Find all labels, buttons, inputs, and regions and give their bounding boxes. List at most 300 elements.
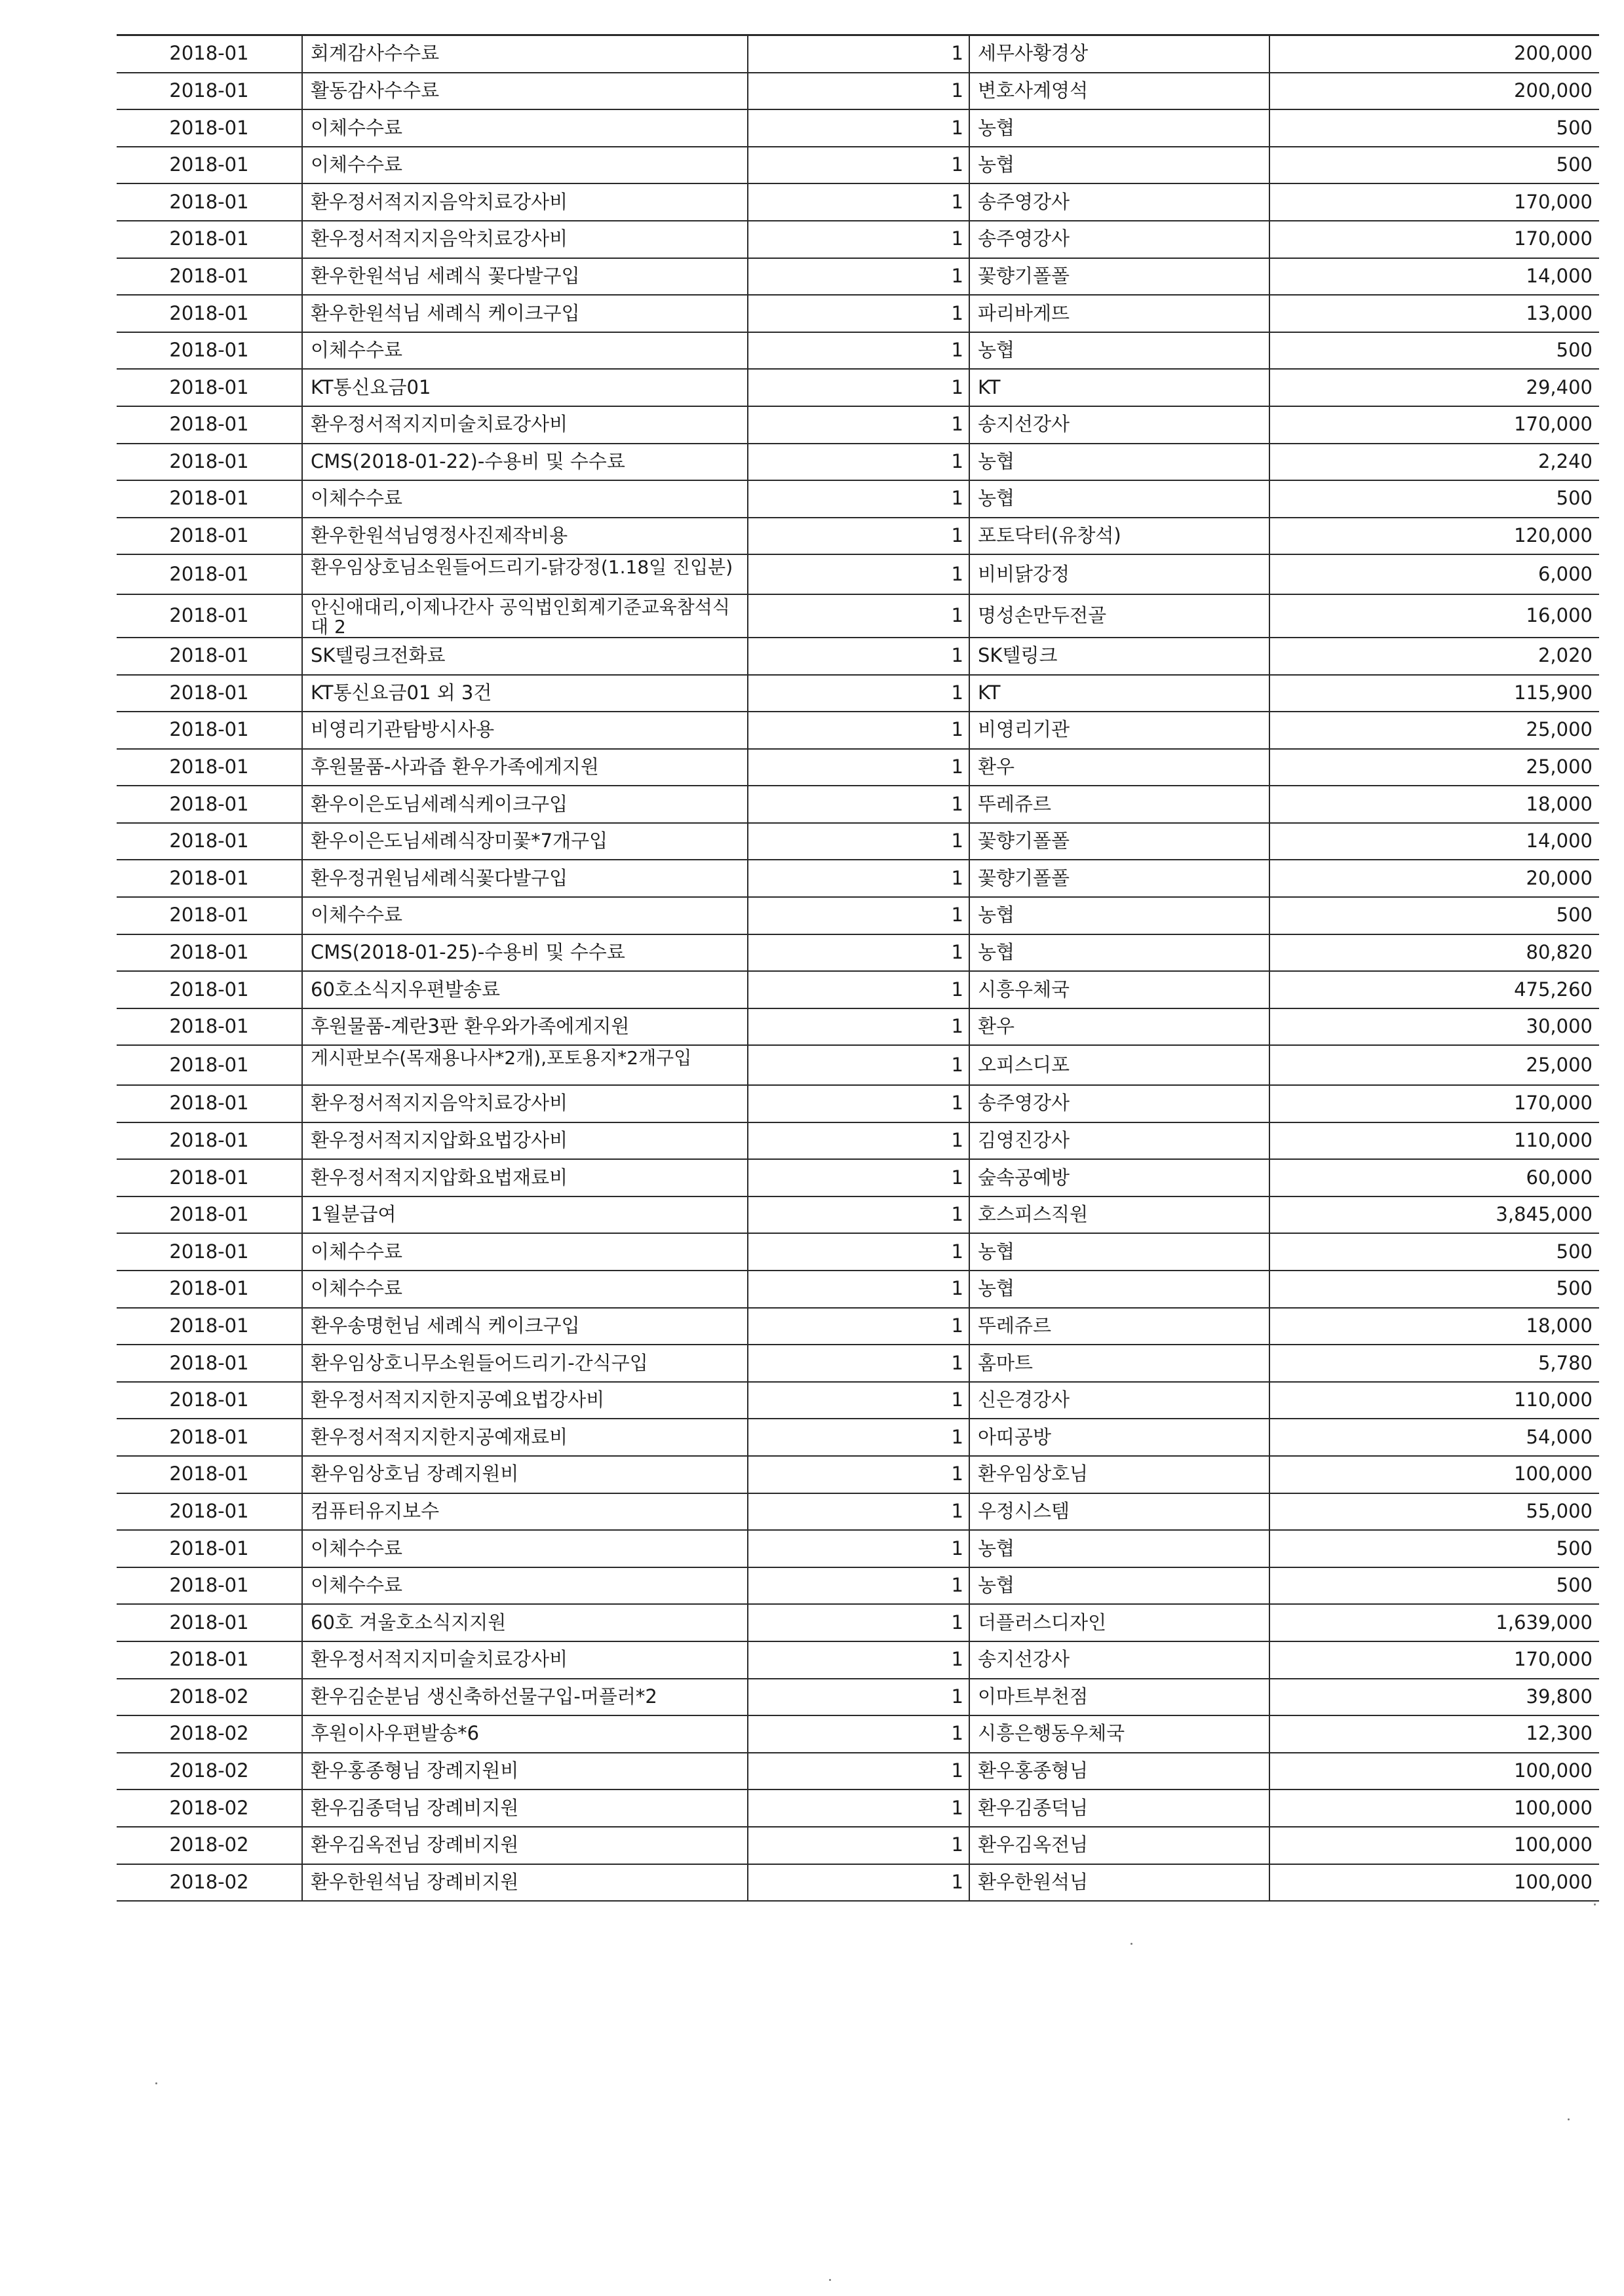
quantity-cell: 1 — [748, 594, 969, 638]
table-row — [117, 1122, 1599, 1160]
quantity-cell: 1 — [748, 1493, 969, 1531]
description-cell: 환우김순분님 생신축하선물구입-머플러*2 — [302, 1679, 748, 1716]
amount-cell: 100,000 — [1269, 1456, 1599, 1493]
quantity-cell: 1 — [748, 221, 969, 258]
amount-cell: 475,260 — [1269, 971, 1599, 1008]
table-row — [117, 1827, 1599, 1864]
description-cell: 환우정서적지지음악치료강사비 — [302, 183, 748, 221]
table-row — [117, 518, 1599, 555]
vendor-cell: 환우김종덕님 — [969, 1789, 1269, 1827]
date-cell: 2018-01 — [117, 1085, 302, 1122]
quantity-cell: 1 — [748, 1864, 969, 1902]
vendor-cell: 환우한원석님 — [969, 1864, 1269, 1902]
quantity-cell: 1 — [748, 406, 969, 444]
table-row — [117, 73, 1599, 110]
amount-cell: 18,000 — [1269, 786, 1599, 823]
date-cell: 2018-01 — [117, 1641, 302, 1679]
quantity-cell: 1 — [748, 1530, 969, 1567]
date-cell: 2018-02 — [117, 1864, 302, 1902]
amount-cell: 100,000 — [1269, 1789, 1599, 1827]
quantity-cell: 1 — [748, 444, 969, 481]
vendor-cell: 환우임상호님 — [969, 1456, 1269, 1493]
description-cell: 60호 겨울호소식지지원 — [302, 1604, 748, 1641]
description-cell: 이체수수료 — [302, 1271, 748, 1308]
description-cell: 환우정서적지지미술치료강사비 — [302, 406, 748, 444]
amount-cell: 500 — [1269, 147, 1599, 184]
description-cell: 60호소식지우편발송료 — [302, 971, 748, 1008]
table-row — [117, 1530, 1599, 1567]
description-cell: 환우정서적지지압화요법재료비 — [302, 1159, 748, 1196]
date-cell: 2018-01 — [117, 369, 302, 406]
vendor-cell: SK텔링크 — [969, 638, 1269, 675]
amount-cell: 500 — [1269, 480, 1599, 518]
table-row — [117, 369, 1599, 406]
description-cell: 이체수수료 — [302, 332, 748, 370]
table-row — [117, 1045, 1599, 1085]
date-cell: 2018-01 — [117, 480, 302, 518]
table-row — [117, 1159, 1599, 1196]
vendor-cell: 송지선강사 — [969, 406, 1269, 444]
vendor-cell: 농협 — [969, 444, 1269, 481]
vendor-cell: 포토닥터(유창석) — [969, 518, 1269, 555]
date-cell: 2018-01 — [117, 1196, 302, 1234]
amount-cell: 60,000 — [1269, 1159, 1599, 1196]
description-cell: 이체수수료 — [302, 897, 748, 934]
table-row — [117, 480, 1599, 518]
description-cell: CMS(2018-01-22)-수용비 및 수수료 — [302, 444, 748, 481]
date-cell: 2018-01 — [117, 109, 302, 147]
table-row — [117, 1233, 1599, 1271]
vendor-cell: 홈마트 — [969, 1345, 1269, 1382]
date-cell: 2018-02 — [117, 1789, 302, 1827]
table-row — [117, 444, 1599, 481]
amount-cell: 110,000 — [1269, 1382, 1599, 1419]
description-cell: 환우임상호님소원들어드리기-닭강정(1.18일 진입분) — [302, 554, 748, 594]
date-cell: 2018-02 — [117, 1715, 302, 1753]
quantity-cell: 1 — [748, 675, 969, 712]
quantity-cell: 1 — [748, 1233, 969, 1271]
amount-cell: 30,000 — [1269, 1008, 1599, 1046]
quantity-cell: 1 — [748, 1679, 969, 1716]
table-row — [117, 1493, 1599, 1531]
scan-speck — [1594, 1904, 1596, 1905]
date-cell: 2018-01 — [117, 786, 302, 823]
date-cell: 2018-01 — [117, 934, 302, 972]
amount-cell: 20,000 — [1269, 860, 1599, 897]
quantity-cell: 1 — [748, 1308, 969, 1345]
date-cell: 2018-02 — [117, 1753, 302, 1790]
description-cell: 후원물품-사과즙 환우가족에게지원 — [302, 749, 748, 786]
table-row — [117, 1271, 1599, 1308]
table-row — [117, 860, 1599, 897]
date-cell: 2018-01 — [117, 1567, 302, 1605]
vendor-cell: 변호사계영석 — [969, 73, 1269, 110]
table-row — [117, 1641, 1599, 1679]
amount-cell: 25,000 — [1269, 749, 1599, 786]
table-row — [117, 712, 1599, 749]
quantity-cell: 1 — [748, 35, 969, 73]
quantity-cell: 1 — [748, 480, 969, 518]
description-cell: 환우정서적지지압화요법강사비 — [302, 1122, 748, 1160]
vendor-cell: 세무사황경상 — [969, 35, 1269, 73]
scan-speck — [1131, 1943, 1132, 1945]
table-row — [117, 1604, 1599, 1641]
quantity-cell: 1 — [748, 1753, 969, 1790]
quantity-cell: 1 — [748, 786, 969, 823]
vendor-cell: 뚜레쥬르 — [969, 786, 1269, 823]
vendor-cell: KT — [969, 675, 1269, 712]
amount-cell: 14,000 — [1269, 823, 1599, 860]
amount-cell: 100,000 — [1269, 1753, 1599, 1790]
quantity-cell: 1 — [748, 1604, 969, 1641]
date-cell: 2018-02 — [117, 1679, 302, 1716]
table-row — [117, 1345, 1599, 1382]
amount-cell: 500 — [1269, 1233, 1599, 1271]
date-cell: 2018-01 — [117, 860, 302, 897]
amount-cell: 500 — [1269, 332, 1599, 370]
description-cell: 환우이은도님세례식케이크구입 — [302, 786, 748, 823]
date-cell: 2018-01 — [117, 1045, 302, 1085]
description-cell: 이체수수료 — [302, 1233, 748, 1271]
table-row — [117, 1419, 1599, 1456]
table-row — [117, 109, 1599, 147]
table-row — [117, 406, 1599, 444]
amount-cell: 110,000 — [1269, 1122, 1599, 1160]
table-row — [117, 897, 1599, 934]
amount-cell: 500 — [1269, 1530, 1599, 1567]
quantity-cell: 1 — [748, 332, 969, 370]
amount-cell: 115,900 — [1269, 675, 1599, 712]
quantity-cell: 1 — [748, 1641, 969, 1679]
table-row — [117, 1715, 1599, 1753]
date-cell: 2018-01 — [117, 35, 302, 73]
date-cell: 2018-01 — [117, 183, 302, 221]
amount-cell: 14,000 — [1269, 258, 1599, 296]
vendor-cell: 뚜레쥬르 — [969, 1308, 1269, 1345]
vendor-cell: 농협 — [969, 1271, 1269, 1308]
quantity-cell: 1 — [748, 971, 969, 1008]
table-row — [117, 1008, 1599, 1046]
amount-cell: 170,000 — [1269, 221, 1599, 258]
date-cell: 2018-01 — [117, 1308, 302, 1345]
vendor-cell: 농협 — [969, 332, 1269, 370]
quantity-cell: 1 — [748, 712, 969, 749]
description-cell: 환우김종덕님 장례비지원 — [302, 1789, 748, 1827]
quantity-cell: 1 — [748, 934, 969, 972]
table-row — [117, 183, 1599, 221]
vendor-cell: 꽃향기폴폴 — [969, 860, 1269, 897]
date-cell: 2018-01 — [117, 1493, 302, 1531]
amount-cell: 120,000 — [1269, 518, 1599, 555]
table-row — [117, 749, 1599, 786]
date-cell: 2018-01 — [117, 1456, 302, 1493]
date-cell: 2018-01 — [117, 1271, 302, 1308]
description-cell: 환우김옥전님 장례비지원 — [302, 1827, 748, 1864]
date-cell: 2018-02 — [117, 1827, 302, 1864]
amount-cell: 39,800 — [1269, 1679, 1599, 1716]
date-cell: 2018-01 — [117, 1604, 302, 1641]
vendor-cell: 비비닭강정 — [969, 554, 1269, 594]
table-row — [117, 675, 1599, 712]
date-cell: 2018-01 — [117, 332, 302, 370]
description-cell: 회계감사수수료 — [302, 35, 748, 73]
date-cell: 2018-01 — [117, 444, 302, 481]
description-cell: 이체수수료 — [302, 1567, 748, 1605]
date-cell: 2018-01 — [117, 594, 302, 638]
description-cell: 환우한원석님 세례식 꽃다발구입 — [302, 258, 748, 296]
amount-cell: 1,639,000 — [1269, 1604, 1599, 1641]
table-row — [117, 1085, 1599, 1122]
description-cell: 환우정서적지지미술치료강사비 — [302, 1641, 748, 1679]
amount-cell: 200,000 — [1269, 73, 1599, 110]
amount-cell: 80,820 — [1269, 934, 1599, 972]
amount-cell: 200,000 — [1269, 35, 1599, 73]
amount-cell: 16,000 — [1269, 594, 1599, 638]
vendor-cell: 송주영강사 — [969, 221, 1269, 258]
description-cell: 환우송명헌님 세례식 케이크구입 — [302, 1308, 748, 1345]
date-cell: 2018-01 — [117, 1233, 302, 1271]
date-cell: 2018-01 — [117, 73, 302, 110]
quantity-cell: 1 — [748, 147, 969, 184]
quantity-cell: 1 — [748, 1567, 969, 1605]
date-cell: 2018-01 — [117, 221, 302, 258]
vendor-cell: 비영리기관 — [969, 712, 1269, 749]
description-cell: 1월분급여 — [302, 1196, 748, 1234]
amount-cell: 6,000 — [1269, 554, 1599, 594]
quantity-cell: 1 — [748, 1159, 969, 1196]
date-cell: 2018-01 — [117, 638, 302, 675]
amount-cell: 500 — [1269, 109, 1599, 147]
date-cell: 2018-01 — [117, 1345, 302, 1382]
description-cell: 환우한원석님영정사진제작비용 — [302, 518, 748, 555]
quantity-cell: 1 — [748, 1789, 969, 1827]
vendor-cell: 송지선강사 — [969, 1641, 1269, 1679]
table-row — [117, 1679, 1599, 1716]
quantity-cell: 1 — [748, 1715, 969, 1753]
amount-cell: 2,020 — [1269, 638, 1599, 675]
amount-cell: 170,000 — [1269, 1085, 1599, 1122]
quantity-cell: 1 — [748, 897, 969, 934]
date-cell: 2018-01 — [117, 1382, 302, 1419]
description-cell: 환우임상호니무소원들어드리기-간식구입 — [302, 1345, 748, 1382]
quantity-cell: 1 — [748, 1122, 969, 1160]
vendor-cell: 환우 — [969, 1008, 1269, 1046]
amount-cell: 170,000 — [1269, 1641, 1599, 1679]
description-cell: CMS(2018-01-25)-수용비 및 수수료 — [302, 934, 748, 972]
ledger-body — [117, 35, 1599, 1902]
description-cell: KT통신요금01 외 3건 — [302, 675, 748, 712]
description-cell: 비영리기관탐방시사용 — [302, 712, 748, 749]
description-cell: 활동감사수수료 — [302, 73, 748, 110]
quantity-cell: 1 — [748, 73, 969, 110]
description-cell: 환우정서적지지한지공예요법강사비 — [302, 1382, 748, 1419]
vendor-cell: 환우 — [969, 749, 1269, 786]
table-row — [117, 1382, 1599, 1419]
quantity-cell: 1 — [748, 369, 969, 406]
vendor-cell: 호스피스직원 — [969, 1196, 1269, 1234]
vendor-cell: 명성손만두전골 — [969, 594, 1269, 638]
vendor-cell: 오피스디포 — [969, 1045, 1269, 1085]
vendor-cell: 농협 — [969, 147, 1269, 184]
amount-cell: 25,000 — [1269, 1045, 1599, 1085]
description-cell: 이체수수료 — [302, 1530, 748, 1567]
quantity-cell: 1 — [748, 518, 969, 555]
table-row — [117, 35, 1599, 73]
table-row — [117, 1456, 1599, 1493]
vendor-cell: 농협 — [969, 1567, 1269, 1605]
vendor-cell: 시흥우체국 — [969, 971, 1269, 1008]
description-cell: 게시판보수(목재용나사*2개),포토용지*2개구입 — [302, 1045, 748, 1085]
table-row — [117, 332, 1599, 370]
table-row — [117, 1753, 1599, 1790]
date-cell: 2018-01 — [117, 295, 302, 332]
description-cell: 후원이사우편발송*6 — [302, 1715, 748, 1753]
date-cell: 2018-01 — [117, 897, 302, 934]
quantity-cell: 1 — [748, 1456, 969, 1493]
date-cell: 2018-01 — [117, 518, 302, 555]
table-row — [117, 147, 1599, 184]
amount-cell: 18,000 — [1269, 1308, 1599, 1345]
description-cell: 환우한원석님 장례비지원 — [302, 1864, 748, 1902]
description-cell: 후원물품-계란3판 환우와가족에게지원 — [302, 1008, 748, 1046]
quantity-cell: 1 — [748, 823, 969, 860]
description-cell: 환우한원석님 세례식 케이크구입 — [302, 295, 748, 332]
table-row — [117, 786, 1599, 823]
date-cell: 2018-01 — [117, 971, 302, 1008]
quantity-cell: 1 — [748, 258, 969, 296]
amount-cell: 100,000 — [1269, 1864, 1599, 1902]
description-cell: 컴퓨터유지보수 — [302, 1493, 748, 1531]
vendor-cell: 꽃향기폴폴 — [969, 823, 1269, 860]
description-cell: 이체수수료 — [302, 147, 748, 184]
table-row — [117, 554, 1599, 594]
expense-ledger-table — [117, 34, 1599, 1902]
vendor-cell: 아띠공방 — [969, 1419, 1269, 1456]
vendor-cell: 농협 — [969, 1530, 1269, 1567]
vendor-cell: KT — [969, 369, 1269, 406]
vendor-cell: 꽃향기폴폴 — [969, 258, 1269, 296]
scan-speck — [829, 2279, 831, 2281]
quantity-cell: 1 — [748, 1827, 969, 1864]
date-cell: 2018-01 — [117, 675, 302, 712]
table-row — [117, 638, 1599, 675]
description-cell: 환우정귀원님세례식꽃다발구입 — [302, 860, 748, 897]
date-cell: 2018-01 — [117, 1008, 302, 1046]
quantity-cell: 1 — [748, 1382, 969, 1419]
vendor-cell: 농협 — [969, 109, 1269, 147]
amount-cell: 55,000 — [1269, 1493, 1599, 1531]
table-row — [117, 258, 1599, 296]
description-cell: 환우임상호님 장례지원비 — [302, 1456, 748, 1493]
amount-cell: 170,000 — [1269, 406, 1599, 444]
table-row — [117, 971, 1599, 1008]
amount-cell: 3,845,000 — [1269, 1196, 1599, 1234]
date-cell: 2018-01 — [117, 1159, 302, 1196]
vendor-cell: 우정시스템 — [969, 1493, 1269, 1531]
date-cell: 2018-01 — [117, 1530, 302, 1567]
quantity-cell: 1 — [748, 638, 969, 675]
scan-speck — [155, 2082, 157, 2084]
vendor-cell: 농협 — [969, 1233, 1269, 1271]
amount-cell: 100,000 — [1269, 1827, 1599, 1864]
vendor-cell: 시흥은행동우체국 — [969, 1715, 1269, 1753]
quantity-cell: 1 — [748, 1085, 969, 1122]
vendor-cell: 파리바게뜨 — [969, 295, 1269, 332]
description-cell: KT통신요금01 — [302, 369, 748, 406]
vendor-cell: 농협 — [969, 934, 1269, 972]
table-row — [117, 1308, 1599, 1345]
table-row — [117, 221, 1599, 258]
quantity-cell: 1 — [748, 1045, 969, 1085]
amount-cell: 500 — [1269, 897, 1599, 934]
amount-cell: 12,300 — [1269, 1715, 1599, 1753]
vendor-cell: 송주영강사 — [969, 183, 1269, 221]
amount-cell: 5,780 — [1269, 1345, 1599, 1382]
quantity-cell: 1 — [748, 860, 969, 897]
description-cell: 이체수수료 — [302, 480, 748, 518]
date-cell: 2018-01 — [117, 554, 302, 594]
description-cell: 환우홍종형님 장례지원비 — [302, 1753, 748, 1790]
date-cell: 2018-01 — [117, 823, 302, 860]
description-cell: 이체수수료 — [302, 109, 748, 147]
vendor-cell: 송주영강사 — [969, 1085, 1269, 1122]
amount-cell: 25,000 — [1269, 712, 1599, 749]
vendor-cell: 신은경강사 — [969, 1382, 1269, 1419]
date-cell: 2018-01 — [117, 1419, 302, 1456]
table-row — [117, 594, 1599, 638]
quantity-cell: 1 — [748, 1196, 969, 1234]
date-cell: 2018-01 — [117, 147, 302, 184]
vendor-cell: 더플러스디자인 — [969, 1604, 1269, 1641]
table-row — [117, 295, 1599, 332]
vendor-cell: 숲속공예방 — [969, 1159, 1269, 1196]
scan-speck — [1568, 2118, 1570, 2120]
description-cell: 환우이은도님세례식장미꽃*7개구입 — [302, 823, 748, 860]
quantity-cell: 1 — [748, 295, 969, 332]
description-cell: 환우정서적지지음악치료강사비 — [302, 221, 748, 258]
date-cell: 2018-01 — [117, 712, 302, 749]
vendor-cell: 이마트부천점 — [969, 1679, 1269, 1716]
date-cell: 2018-01 — [117, 749, 302, 786]
quantity-cell: 1 — [748, 109, 969, 147]
table-row — [117, 1567, 1599, 1605]
vendor-cell: 환우김옥전님 — [969, 1827, 1269, 1864]
table-row — [117, 1196, 1599, 1234]
quantity-cell: 1 — [748, 554, 969, 594]
description-cell: 환우정서적지지한지공예재료비 — [302, 1419, 748, 1456]
amount-cell: 170,000 — [1269, 183, 1599, 221]
vendor-cell: 농협 — [969, 897, 1269, 934]
quantity-cell: 1 — [748, 749, 969, 786]
table-row — [117, 823, 1599, 860]
description-cell: 안신애대리,이제나간사 공익법인회계기준교육참석식대 2 — [302, 594, 748, 638]
amount-cell: 500 — [1269, 1567, 1599, 1605]
vendor-cell: 농협 — [969, 480, 1269, 518]
date-cell: 2018-01 — [117, 1122, 302, 1160]
quantity-cell: 1 — [748, 183, 969, 221]
vendor-cell: 환우홍종형님 — [969, 1753, 1269, 1790]
vendor-cell: 김영진강사 — [969, 1122, 1269, 1160]
amount-cell: 13,000 — [1269, 295, 1599, 332]
quantity-cell: 1 — [748, 1345, 969, 1382]
amount-cell: 54,000 — [1269, 1419, 1599, 1456]
date-cell: 2018-01 — [117, 406, 302, 444]
description-cell: 환우정서적지지음악치료강사비 — [302, 1085, 748, 1122]
amount-cell: 29,400 — [1269, 369, 1599, 406]
table-row — [117, 1789, 1599, 1827]
amount-cell: 500 — [1269, 1271, 1599, 1308]
description-cell: SK텔링크전화료 — [302, 638, 748, 675]
